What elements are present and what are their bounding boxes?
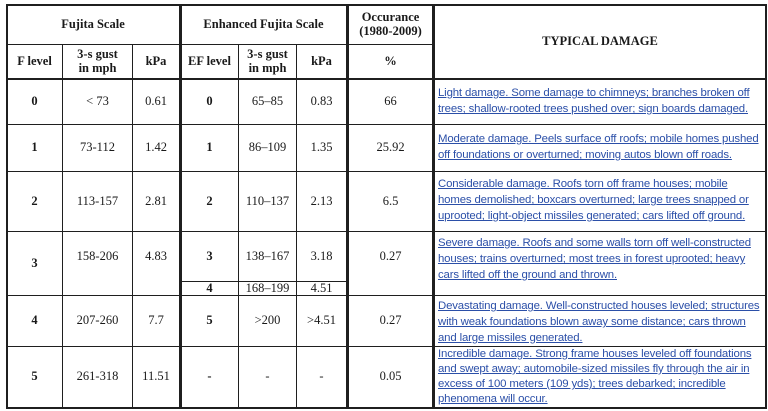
row-f-level: 5 [31,369,38,384]
row-damage-link[interactable]: Incredible damage. Strong frame houses leveled off foundations and swept away; automobile-sized missiles fly through the air in excess of 100 meters (109 yds); trees debarked; incredible phenomena will occur. [438,348,752,405]
header-fujita-scale: Fujita Scale [61,16,125,31]
row-f-kpa: 2.81 [145,193,167,208]
header-f-kpa: kPa [145,53,167,68]
row-f-level: 2 [31,193,38,208]
row-ef-kpa: - [319,369,324,384]
row-f-gust: < 73 [86,94,109,109]
row-ef-kpa: 2.13 [310,193,333,208]
row-f-kpa: 11.51 [142,369,170,384]
row-f-gust: 207-260 [76,313,119,328]
row-damage-link[interactable]: Devastating damage. Well-constructed houses leveled; structures with weak foundations blown away some distance; cars thrown and large missiles generated. [438,300,760,344]
header-enhanced-fujita-scale: Enhanced Fujita Scale [203,16,324,31]
row-ef-kpa: >4.51 [307,313,336,328]
row-damage-link[interactable]: Light damage. Some damage to chimneys; branches broken off trees; shallow-rooted trees pushed over; sign boards damaged. [438,87,750,115]
row-ef-level: 1 [206,140,213,155]
row-ef-gust: 138–167 [245,248,290,263]
row-f-kpa: 7.7 [148,313,164,328]
row-ef-kpa: 1.35 [310,140,333,155]
subrow-ef-level: 4 [206,280,213,295]
row-ef-level: - [207,369,212,384]
header-f-level: F level [17,53,52,68]
row-ef-gust: 65–85 [251,94,284,109]
row-damage-link[interactable]: Severe damage. Roofs and some walls torn off well-constructed houses; trains overturned; most trees in forest uprooted; heavy cars lifted off the ground and thrown. [438,237,751,281]
row-ef-gust: - [265,369,270,384]
header-typical-damage: TYPICAL DAMAGE [542,33,658,48]
row-ef-level: 5 [206,313,213,328]
row-occurance: 66 [384,94,397,109]
row-f-gust: 113-157 [76,193,119,208]
row-f-level: 1 [31,140,38,155]
row-ef-gust: 110–137 [245,193,290,208]
row-f-kpa: 0.61 [145,94,167,109]
row-occurance: 25.92 [376,140,405,155]
row-f-gust: 261-318 [76,369,119,384]
header-ef-level: EF level [188,53,231,68]
row-ef-gust: 86–109 [248,140,287,155]
row-ef-kpa: 3.18 [310,248,333,263]
row-ef-kpa: 0.83 [310,94,333,109]
row-f-gust: 158-206 [76,248,119,263]
row-occurance: 0.05 [379,369,402,384]
row-damage-link[interactable]: Considerable damage. Roofs torn off frame houses; mobile homes demolished; boxcars overturned; large trees snapped or uprooted; light-object missiles generated; cars lifted off ground. [438,178,749,222]
row-ef-level: 0 [206,94,213,109]
row-ef-gust: >200 [254,313,281,328]
subrow-ef-kpa: 4.51 [310,280,333,295]
row-f-level: 3 [31,255,38,270]
row-f-gust: 73-112 [80,140,115,155]
row-ef-level: 3 [206,248,213,263]
row-occurance: 6.5 [382,193,399,208]
row-ef-level: 2 [206,193,213,208]
header-percent: % [384,53,397,68]
row-f-kpa: 4.83 [145,248,167,263]
subrow-ef-gust: 168–199 [245,280,290,295]
header-f-gust: 3-s gust in mph [77,47,118,75]
row-occurance: 0.27 [379,248,402,263]
row-f-kpa: 1.42 [145,140,167,155]
table-border-right [765,4,767,408]
header-ef-gust: 3-s gust in mph [247,47,288,75]
header-occurance: Occurance (1980-2009) [359,10,422,38]
row-damage-link[interactable]: Moderate damage. Peels surface off roofs; mobile homes pushed off foundations or overturned; moving autos blown off roads. [438,133,759,161]
table-border-bottom [6,407,767,409]
row-f-level: 0 [31,94,38,109]
header-ef-kpa: kPa [311,53,332,68]
row-f-level: 4 [31,313,38,328]
row-occurance: 0.27 [379,313,402,328]
